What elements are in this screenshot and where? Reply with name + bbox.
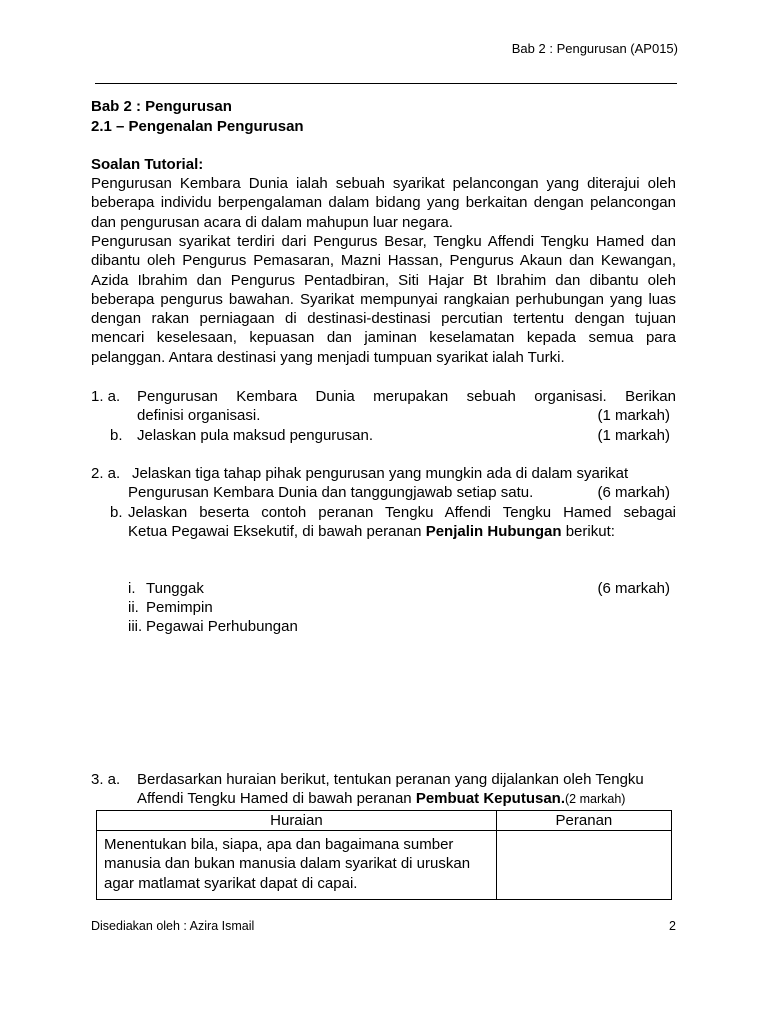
chapter-title: Bab 2 : Pengurusan	[91, 98, 232, 115]
q1b-label: b.	[110, 427, 123, 444]
q3-line1: Berdasarkan huraian berikut, tentukan peranan yang dijalankan oleh Tengku	[137, 771, 644, 788]
q2a-label: 2. a.	[91, 465, 121, 482]
intro-paragraph-1: Pengurusan Kembara Dunia ialah sebuah syarikat pelancongan yang diterajui oleh beberapa individu berpengalaman dalam bidang yang berkaitan dengan pelancongan dan pengurusan acara di dalam mahupun luar negara.	[91, 175, 676, 231]
peranan-header: Peranan	[496, 811, 671, 831]
q1b-row	[137, 426, 670, 445]
q3-table	[96, 810, 672, 900]
page-number: 2	[669, 919, 676, 933]
q3-marks: (2 markah)	[565, 792, 626, 806]
q2b-marks: (6 markah)	[597, 580, 670, 597]
huraian-cell: Menentukan bila, siapa, apa dan bagaimana sumber manusia dan bukan manusia dalam syarikat di uruskan agar matlamat syarikat dapat di capai.	[97, 831, 497, 900]
running-header: Bab 2 : Pengurusan (AP015)	[511, 41, 678, 56]
q1b-marks: (1 markah)	[597, 427, 670, 444]
q1a-line1: Pengurusan Kembara Dunia merupakan sebuah organisasi. Berikan	[137, 388, 676, 405]
q2a-line1: Jelaskan tiga tahap pihak pengurusan yang mungkin ada di dalam syarikat	[132, 465, 629, 482]
subitem-text: Tunggak	[146, 580, 204, 597]
section-title: 2.1 – Pengenalan Pengurusan	[91, 118, 304, 135]
q2a-marks: (6 markah)	[597, 484, 670, 501]
q3-label: 3. a.	[91, 771, 121, 788]
q2b-role-penjalin-hubungan: Penjalin Hubungan	[425, 523, 562, 540]
q1-number: 1. a.	[91, 388, 121, 405]
q2b-line1: Jelaskan beserta contoh peranan Tengku Affendi Tengku Hamed sebagai	[128, 504, 676, 521]
q2b-line2	[128, 522, 615, 541]
subitem-number: ii.	[128, 599, 139, 616]
q3-line2-pre: Affendi Tengku Hamed di bawah peranan	[137, 790, 416, 807]
q2b-subitem-2	[128, 598, 213, 617]
subitem-text: Pegawai Perhubungan	[146, 618, 298, 635]
q3-role-pembuat-keputusan: Pembuat Keputusan.	[415, 790, 565, 807]
table-row	[97, 831, 672, 900]
q2a-line2: Pengurusan Kembara Dunia dan tanggungjawab setiap satu.	[128, 484, 534, 501]
huraian-header: Huraian	[97, 811, 497, 831]
subitem-number: i.	[128, 580, 136, 597]
peranan-answer-cell[interactable]	[496, 831, 671, 900]
q2b-line2-pre: Ketua Pegawai Eksekutif, di bawah peranan	[128, 523, 426, 540]
footer-prepared-by: Disediakan oleh : Azira Ismail	[91, 919, 255, 933]
q2b-subitem-1	[128, 579, 670, 598]
subitem-text: Pemimpin	[146, 599, 213, 616]
q1b-text: Jelaskan pula maksud pengurusan.	[137, 427, 373, 444]
intro-paragraph-2: Pengurusan syarikat terdiri dari Pengurus Besar, Tengku Affendi Tengku Hamed dan dibantu oleh Pengurus Pemasaran, Mazni Hassan, Pengurus Akaun dan Kewangan, Azida Ibrahim dan Pengurus Pentadbiran, Siti Hajar Bt Ibrahim dan dibantu oleh beberapa pengurus bawahan. Syarikat mempunyai rangkaian perhubungan yang luas dengan rakan perniagaan di destinasi-destinasi percutian tertentu dengan tujuan mencari keselesaan, kepuasan dan jaminan keselamatan kepada semua para pelanggan. Antara destinasi yang menjadi tumpuan syarikat ialah Turki.	[91, 233, 676, 366]
subitem-number: iii.	[128, 618, 143, 635]
q2b-line2-post: berikut:	[561, 523, 615, 540]
header-divider	[95, 83, 677, 84]
tutorial-heading: Soalan Tutorial:	[91, 156, 204, 173]
table-header-row	[97, 811, 672, 831]
q2a-line2-row	[128, 483, 670, 502]
q2b-label: b.	[110, 504, 123, 521]
q3-line2	[137, 789, 625, 809]
q1a-line2: definisi organisasi.	[137, 407, 261, 424]
q2b-subitem-3	[128, 617, 298, 636]
q1a-line2-row	[137, 406, 670, 425]
q1a-marks: (1 markah)	[597, 407, 670, 424]
